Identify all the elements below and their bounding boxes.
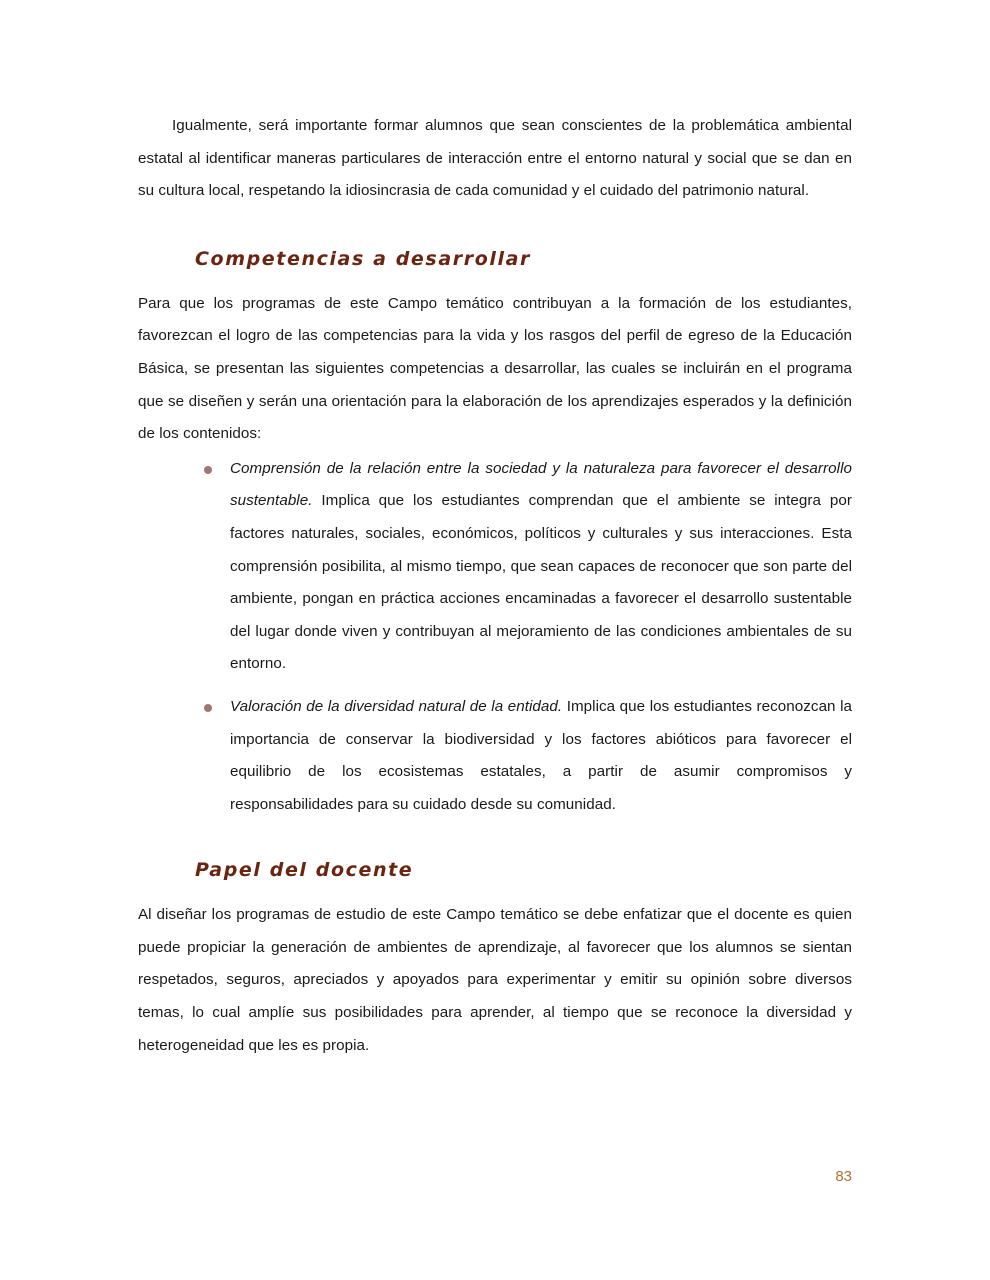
competencias-paragraph: Para que los programas de este Campo temático contribuyan a la formación de los estudiantes, favorezcan el logro de las competencias para la vida y los rasgos del perfil de egreso de la Educación Básica, se presentan las siguientes competencias a desarrollar, las cuales se incluirán en el programa que se diseñen y serán una orientación para la elaboración de los aprendizajes esperados y la definición de los contenidos:: [138, 294, 852, 443]
page-content: [138, 110, 852, 1062]
page-number: 83: [835, 1168, 852, 1185]
list-item-text: [230, 453, 852, 681]
list-item-term: Comprensión de la relación entre la sociedad y la naturaleza para favorecer el desarrollo sustentable.: [230, 459, 852, 510]
list-item: [230, 691, 852, 821]
list-item-description: Implica que los estudiantes reconozcan la importancia de conservar la biodiversidad y los factores abióticos para favorecer el equilibrio de los ecosistemas estatales, a partir de asumir compromisos y responsabilidades para su cuidado desde su comunidad.: [230, 697, 853, 813]
list-item-description: Implica que los estudiantes comprendan que el ambiente se integra por factores naturales, sociales, económicos, políticos y culturales y sus interacciones. Esta comprensión posibilita, al mismo tiempo, que sean capaces de reconocer que son parte del ambiente, pongan en práctica acciones encaminadas a favorecer el desarrollo sustentable del lugar donde viven y contribuyan al mejoramiento de las condiciones ambientales de su entorno.: [230, 492, 852, 673]
bullet-icon: [204, 704, 212, 712]
competencias-list: [138, 453, 852, 822]
papel-paragraph: Al diseñar los programas de estudio de este Campo temático se debe enfatizar que el docente es quien puede propiciar la generación de ambientes de aprendizaje, al favorecer que los alumnos se sientan respetados, seguros, apreciados y apoyados para experimentar y emitir su opinión sobre diversos temas, lo cual amplíe sus posibilidades para aprender, al tiempo que se reconoce la diversidad y heterogeneidad que les es propia.: [138, 906, 852, 1054]
heading-papel-docente: Papel del docente: [195, 859, 414, 882]
list-item-term: Valoración de la diversidad natural de la entidad.: [230, 697, 563, 715]
heading-competencias: Competencias a desarrollar: [195, 247, 531, 270]
list-item: [230, 453, 852, 681]
bullet-icon: [204, 466, 212, 474]
intro-paragraph: Igualmente, será importante formar alumnos que sean conscientes de la problemática ambiental estatal al identificar maneras particulares de interacción entre el entorno natural y social que se dan en su cultura local, respetando la idiosincrasia de cada comunidad y el cuidado del patrimonio natural.: [138, 117, 852, 200]
list-item-text: [230, 691, 852, 821]
